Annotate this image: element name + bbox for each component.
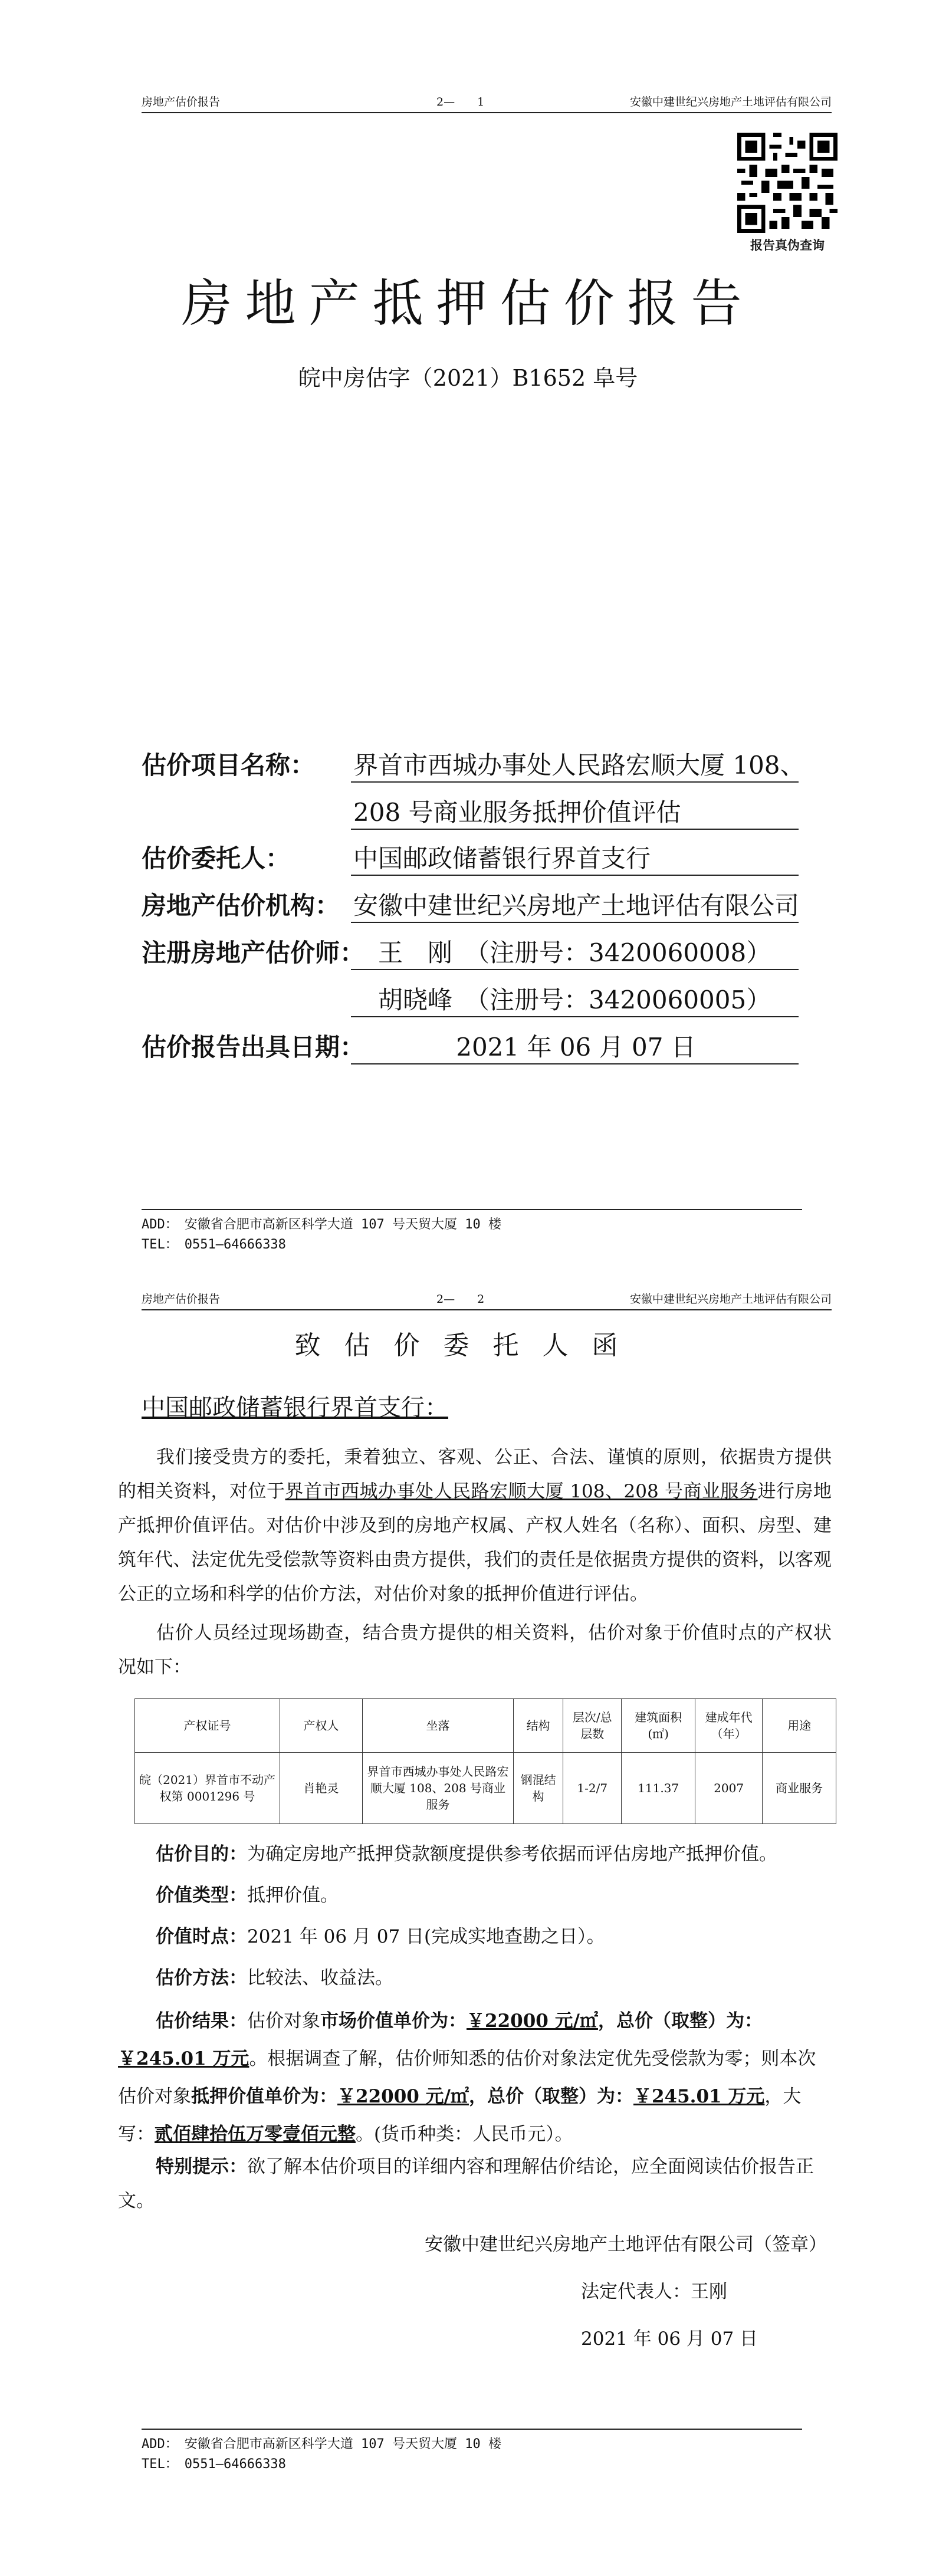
letter-paragraph-1 — [118, 1440, 832, 1611]
note-item — [118, 2150, 832, 2218]
report-title: 房地产抵押估价报告 — [181, 274, 755, 333]
time-label: 价值时点： — [156, 1926, 247, 1947]
para1-c: 进行房地产抵押价值评估。对估价中涉及到的房地产权属、产权人姓名（名称）、面积、房型、建筑年代、法定优先受偿款等资料由贵方提供，我们的责任是依据贵方提供的资料，以客观公正的立场和科学的估价方法，对估价对象的抵押价值进行评估。 — [118, 1481, 832, 1605]
header-right: 安徽中建世纪兴房地产土地评估有限公司 — [629, 1293, 832, 1306]
appraiser-label: 注册房地产估价师： — [142, 938, 365, 967]
date-value: 2021 年 06 月 07 日 — [351, 1028, 799, 1064]
purpose-label: 估价目的： — [156, 1844, 247, 1865]
market-total-price: ￥245.01 万元 — [118, 2048, 249, 2069]
project-value-1: 界首市西城办事处人民路宏顺大厦 108、 — [351, 746, 799, 783]
page-footer — [142, 1209, 802, 1255]
qr-label: 报告真伪查询 — [750, 238, 825, 252]
result-text-2: 市场价值单价为： — [320, 2010, 467, 2032]
page-1 — [0, 0, 936, 1286]
cell-floor: 1-2/7 — [563, 1753, 622, 1824]
appraiser-row-2 — [142, 981, 814, 1016]
header-right: 安徽中建世纪兴房地产土地评估有限公司 — [629, 96, 832, 109]
col-structure: 结构 — [514, 1699, 563, 1753]
header-left: 房地产估价报告 — [142, 1293, 221, 1306]
mortgage-unit-price: ￥22000 元/㎡ — [337, 2086, 469, 2107]
table-row — [135, 1753, 836, 1824]
type-text: 抵押价值。 — [247, 1885, 339, 1906]
project-row-2 — [142, 793, 814, 829]
header-page-number: 2— 1 — [436, 96, 485, 109]
cell-use: 商业服务 — [763, 1753, 836, 1824]
letter-paragraph-2 — [118, 1616, 832, 1684]
result-item — [118, 2002, 832, 2153]
result-text-9: ，总价（取整）为： — [468, 2086, 633, 2107]
col-year: 建成年代（年） — [695, 1699, 762, 1753]
signature-representative: 法定代表人：王刚 — [581, 2281, 727, 2302]
result-text-4: ，总价（取整）为： — [597, 2010, 763, 2032]
property-location: 界首市西城办事处人民路宏顺大厦 108、208 号商业服务 — [285, 1481, 758, 1502]
page-header — [142, 1286, 832, 1310]
para1-a: 我们接受贵方的委托，秉着独立、客观、公正、合法、谨慎的原则，依据贵方提供的相关资料，对位于 — [118, 1447, 832, 1502]
letter-title: 致估价委托人函 — [294, 1330, 642, 1361]
footer-tel: TEL： 0551—64666338 — [142, 1237, 286, 1252]
agency-value: 安徽中建世纪兴房地产土地评估有限公司 — [351, 886, 799, 923]
footer-tel: TEL： 0551—64666338 — [142, 2457, 286, 2472]
result-text-6: 。根据调查了解，估价师知悉的估价对象法定优先受偿款为零；则本次估价对象 — [118, 2048, 816, 2107]
appraiser-row — [142, 934, 814, 969]
agency-label: 房地产估价机构： — [142, 891, 340, 920]
report-code: 皖中房估字（2021）B1652 阜号 — [298, 365, 638, 391]
col-location: 坐落 — [362, 1699, 513, 1753]
signature-company: 安徽中建世纪兴房地产土地评估有限公司（签章） — [425, 2234, 827, 2255]
footer-divider — [142, 1209, 802, 1210]
cell-cert: 皖（2021）界首市不动产权第 0001296 号 — [135, 1753, 280, 1824]
cell-owner: 肖艳灵 — [280, 1753, 363, 1824]
amount-in-words: 贰佰肆拾伍万零壹佰元整 — [155, 2124, 356, 2145]
method-label: 估价方法： — [156, 1967, 247, 1989]
result-text-1: 估价对象 — [247, 2010, 320, 2032]
date-label: 估价报告出具日期： — [142, 1033, 365, 1062]
page-footer — [142, 2429, 802, 2475]
note-text: 欲了解本估价项目的详细内容和理解估价结论，应全面阅读估价报告正文。 — [118, 2156, 814, 2212]
date-row — [142, 1028, 814, 1063]
note-label: 特别提示： — [156, 2156, 247, 2177]
result-label: 估价结果： — [156, 2010, 247, 2032]
footer-address: ADD： 安徽省合肥市高新区科学大道 107 号天贸大厦 10 楼 — [142, 1217, 501, 1232]
project-value-2: 208 号商业服务抵押价值评估 — [351, 793, 799, 830]
mortgage-total-price: ￥245.01 万元 — [633, 2086, 765, 2107]
project-row — [142, 746, 814, 781]
col-cert: 产权证号 — [135, 1699, 280, 1753]
client-value: 中国邮政储蓄银行界首支行 — [351, 839, 799, 876]
table-header-row — [135, 1699, 836, 1753]
project-label: 估价项目名称： — [142, 751, 316, 780]
agency-row — [142, 886, 814, 922]
col-owner: 产权人 — [280, 1699, 363, 1753]
col-area: 建筑面积(㎡) — [622, 1699, 695, 1753]
time-item — [118, 1920, 832, 1954]
method-item — [118, 1961, 832, 1995]
client-row — [142, 839, 814, 875]
cell-area: 111.37 — [622, 1753, 695, 1824]
client-label: 估价委托人： — [142, 844, 291, 873]
col-floor: 层次/总层数 — [563, 1699, 622, 1753]
footer-address: ADD： 安徽省合肥市高新区科学大道 107 号天贸大厦 10 楼 — [142, 2437, 501, 2452]
appraiser-2: 胡晓峰 （注册号：3420060005） — [351, 981, 799, 1017]
market-unit-price: ￥22000 元/㎡ — [467, 2010, 598, 2032]
footer-divider — [142, 2429, 802, 2430]
cell-location: 界首市西城办事处人民路宏顺大厦 108、208 号商业服务 — [362, 1753, 513, 1824]
purpose-text: 为确定房地产抵押贷款额度提供参考依据而评估房地产抵押价值。 — [247, 1844, 777, 1865]
qr-code-icon — [737, 133, 838, 233]
signature-date: 2021 年 06 月 07 日 — [581, 2328, 758, 2350]
result-text-13: 。(货币种类：人民币元）。 — [356, 2124, 573, 2145]
page-2 — [0, 1286, 936, 2576]
type-label: 价值类型： — [156, 1885, 247, 1906]
para2: 估价人员经过现场勘查，结合贵方提供的相关资料，估价对象于价值时点的产权状况如下： — [118, 1622, 832, 1678]
cell-structure: 钢混结构 — [514, 1753, 563, 1824]
purpose-item — [118, 1837, 832, 1871]
time-text: 2021 年 06 月 07 日(完成实地查勘之日）。 — [247, 1926, 605, 1947]
header-left: 房地产估价报告 — [142, 96, 221, 109]
property-table — [134, 1698, 836, 1824]
letter-addressee: 中国邮政储蓄银行界首支行： — [142, 1394, 448, 1421]
col-use: 用途 — [763, 1699, 836, 1753]
result-text-11: ，大写： — [118, 2086, 802, 2145]
appraiser-1: 王 刚 （注册号：3420060008） — [351, 934, 799, 970]
method-text: 比较法、收益法。 — [247, 1967, 393, 1989]
result-text-7: 抵押价值单价为： — [191, 2086, 337, 2107]
type-item — [118, 1878, 832, 1913]
page-header — [142, 88, 832, 113]
cell-year: 2007 — [695, 1753, 762, 1824]
header-page-number: 2— 2 — [436, 1293, 485, 1306]
